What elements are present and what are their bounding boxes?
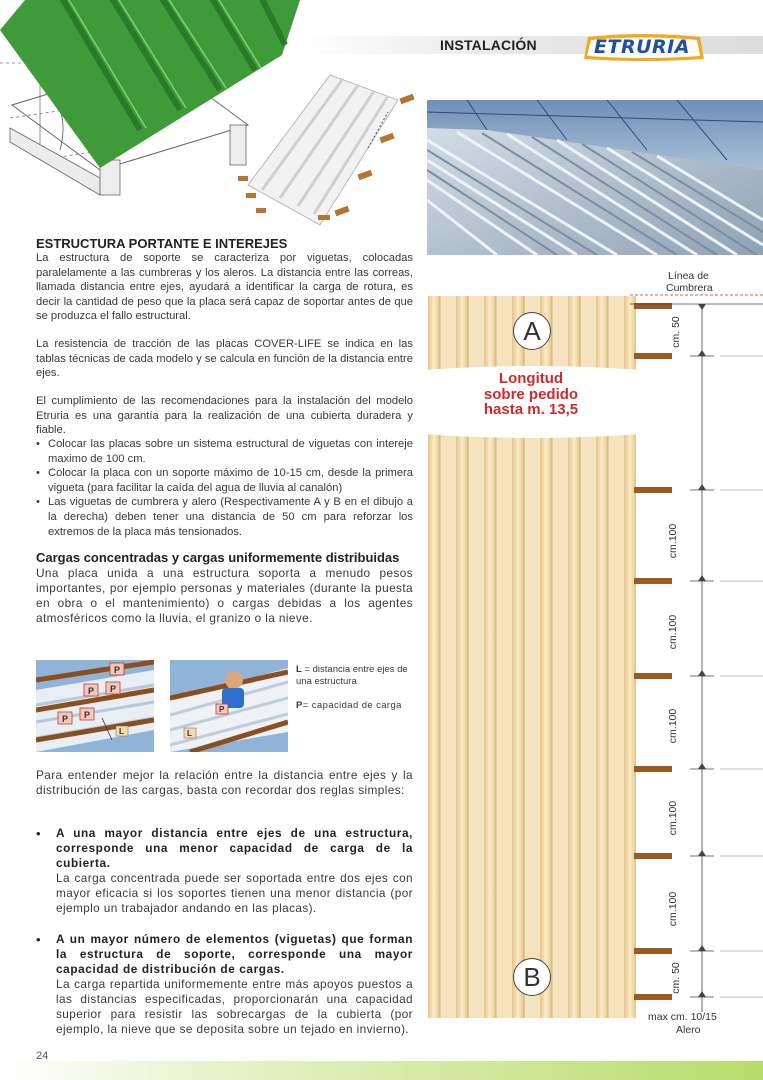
- rules-list: [36, 826, 413, 1053]
- distributed-load-illustration: [170, 660, 288, 752]
- svg-text:P: P: [114, 665, 121, 675]
- eave-overhang-label: max cm. 10/15: [648, 1011, 717, 1023]
- rule-heading: A una mayor distancia entre ejes de una estructura, corresponde una menor capacidad de carga de la cubierta.: [56, 826, 413, 870]
- svg-text:L: L: [187, 729, 192, 738]
- dimension-label: cm.100: [667, 800, 680, 836]
- dimension-label: cm.100: [667, 614, 680, 650]
- bullet: •: [36, 826, 41, 841]
- list-item: • Colocar la placa con un soporte máximo de 10-15 cm, desde la primera vigueta (para facilitar la caída del agua de lluvia al canalón): [36, 466, 413, 495]
- logo-wordmark: ETRURIA: [594, 36, 690, 58]
- dimension-label: cm.100: [667, 708, 680, 744]
- eave-beam-marker-b: B: [513, 958, 551, 996]
- page-number: 24: [36, 1050, 49, 1062]
- dimension-label: cm.100: [667, 523, 680, 559]
- paragraph-cargas: Una placa unida a una estructura soporta a menudo pesos importantes, por ejemplo personas y materiales (durante la puesta en obra o el mantenimiento) o cargas debidas a los agentes atmosféricos como la lluvia, el granizo o la nieve.: [36, 566, 413, 625]
- dimension-label: cm.100: [667, 891, 680, 927]
- recommendations-list: [36, 437, 413, 539]
- rule-heading: A un mayor número de elementos (viguetas) que forman la estructura de soporte, corresponde una mayor capacidad de distribución de cargas.: [56, 932, 413, 976]
- concentrated-load-illustration: [36, 660, 154, 752]
- bullet: •: [36, 932, 41, 947]
- paragraph-reglas-intro: Para entender mejor la relación entre la distancia entre ejes y la distribución de las cargas, basta con recordar dos reglas simples:: [36, 768, 413, 797]
- section-heading-cargas: Cargas concentradas y cargas uniformemente distribuidas: [36, 550, 400, 565]
- legend-distance: L = distancia entre ejes de una estructura: [296, 664, 408, 687]
- beams-and-dimensions: [630, 290, 763, 1020]
- svg-text:P: P: [219, 705, 225, 714]
- svg-text:P: P: [62, 714, 69, 724]
- svg-text:P: P: [110, 684, 117, 694]
- rule-text: La carga repartida uniformemente entre más apoyos puestos a las distancias especificadas, proporcionarán una capacidad superior para resistir las sobrecargas de la cubierta (por ejemplo, la nieve que se deposita sobre un tejado en invierno).: [56, 977, 413, 1036]
- svg-text:P: P: [88, 686, 95, 696]
- svg-text:L: L: [119, 727, 124, 736]
- roof-installation-illustration: [0, 0, 425, 232]
- solar-roof-photo: [427, 100, 763, 255]
- footer-bar: [0, 1061, 763, 1080]
- list-item: • Las viguetas de cumbrera y alero (Respectivamente A y B en el dibujo a la derecha) deben tener una distancia de 50 cm para reforzar los extremos de la placa más tensionados.: [36, 495, 413, 539]
- ridge-beam-marker-a: A: [513, 312, 551, 350]
- svg-text:P: P: [84, 710, 91, 720]
- dimension-label: cm. 50: [669, 316, 682, 348]
- rule-item: [36, 826, 413, 916]
- legend-capacity: P= capacidad de carga: [296, 700, 402, 711]
- length-banner-text: Longitud sobre pedido hasta m. 13,5: [483, 370, 579, 418]
- eave-label: Alero: [676, 1024, 701, 1036]
- paragraph-estructura: La estructura de soporte se caracteriza por viguetas, colocadas paralelamente a las cumbreras y los aleros. La distancia entre las correas, llamada distancia entre ejes, ayudará a identificar la carga de rotura, es decir la cantidad de peso que la placa será capaz de soportar antes de que se produzca el fallo estructural.: [36, 252, 413, 323]
- rule-text: La carga concentrada puede ser soportada entre dos ejes con mayor eficacia si los soportes tienen una menor distancia (por ejemplo un trabajador andando en las placas).: [56, 871, 413, 915]
- list-item: • Colocar las placas sobre un sistema estructural de viguetas con intereje maximo de 100 cm.: [36, 437, 413, 466]
- paragraph-cumplimiento: El cumplimiento de las recomendaciones para la instalación del modelo Etruria es una garantía para la realización de una cubierta duradera y fiable.: [36, 395, 413, 437]
- page-title: INSTALACIÓN: [440, 37, 537, 53]
- section-heading-estructura: ESTRUCTURA PORTANTE E INTEREJES: [36, 236, 288, 251]
- ridge-label-line-2: Cumbrera: [666, 282, 713, 294]
- ridge-label-line-1: Línea de: [668, 270, 709, 282]
- paragraph-resistencia: La resistencia de tracción de las placas COVER-LIFE se indica en las tablas técnicas de cada modelo y se calcula en función de la distancia entre ejes.: [36, 338, 413, 380]
- dimension-label: cm. 50: [669, 962, 682, 994]
- etruria-logo: [580, 33, 708, 63]
- rule-item: [36, 932, 413, 1037]
